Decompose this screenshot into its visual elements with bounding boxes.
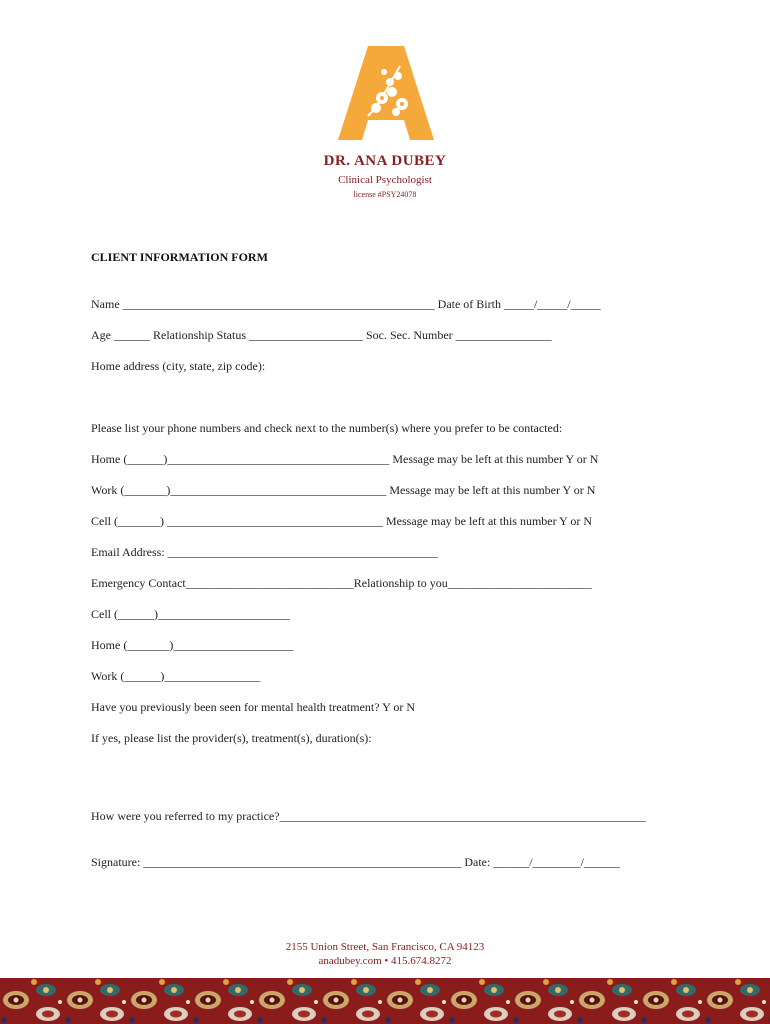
- letter-a-flower-logo-icon: [338, 46, 434, 140]
- form-title: CLIENT INFORMATION FORM: [91, 250, 268, 264]
- age-relationship-ssn-line: Age ______ Relationship Status ___________________ Soc. Sec. Number ________________: [91, 328, 552, 342]
- email-line: Email Address: _____________________________________________: [91, 545, 438, 559]
- emergency-work-line: Work (______)________________: [91, 669, 261, 683]
- practitioner-title: Clinical Psychologist: [338, 174, 432, 186]
- phone-instructions: Please list your phone numbers and check next to the number(s) where you prefer to be contacted:: [91, 421, 563, 435]
- footer-address: 2155 Union Street, San Francisco, CA 94123: [285, 941, 485, 953]
- footer-contact: anadubey.com • 415.674.8272: [318, 955, 452, 967]
- practitioner-name: DR. ANA DUBEY: [323, 153, 447, 169]
- previous-treatment-question: Have you previously been seen for mental health treatment? Y or N: [91, 700, 415, 714]
- license-number: license #PSY24078: [353, 190, 417, 199]
- referral-line: How were you referred to my practice?_____________________________________________________________: [91, 809, 646, 823]
- home-address-line: Home address (city, state, zip code):: [91, 359, 266, 373]
- cell-phone-line: Cell (_______) ____________________________________ Message may be left at this number Y or N: [91, 514, 593, 528]
- provider-list-prompt: If yes, please list the provider(s), treatment(s), duration(s):: [91, 731, 372, 745]
- paisley-pattern-band: [0, 978, 770, 1024]
- name-dob-line: Name ____________________________________________________ Date of Birth _____/_____/_____: [91, 297, 601, 311]
- emergency-cell-line: Cell (______)______________________: [91, 607, 290, 621]
- signature-date-line: Signature: _____________________________________________________ Date: ______/________/______: [91, 855, 620, 869]
- work-phone-line: Work (_______)____________________________________ Message may be left at this number Y or N: [91, 483, 596, 497]
- emergency-home-line: Home (_______)____________________: [91, 638, 294, 652]
- home-phone-line: Home (______)_____________________________________ Message may be left at this number Y or N: [91, 452, 599, 466]
- emergency-contact-line: Emergency Contact____________________________Relationship to you________________________: [91, 576, 592, 590]
